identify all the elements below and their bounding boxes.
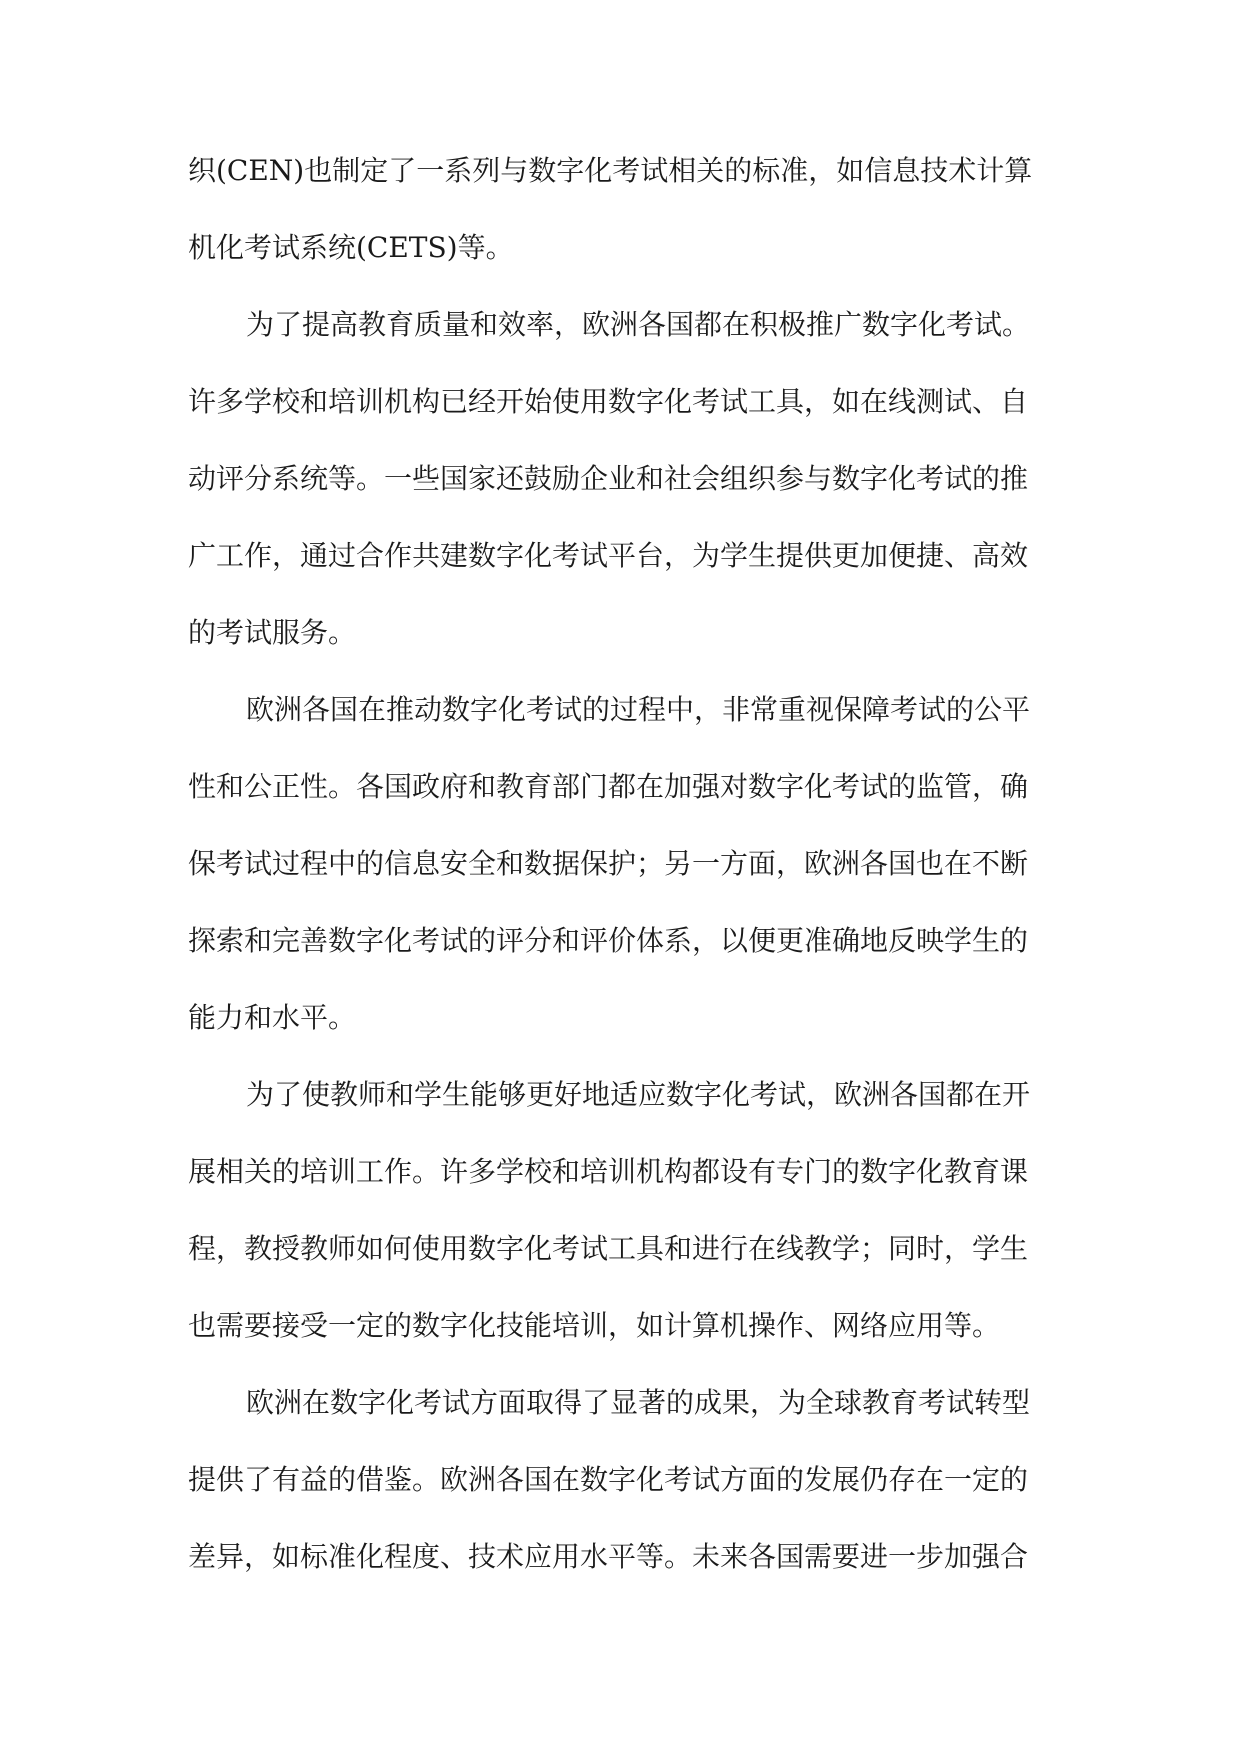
text-line: 能力和水平。 [188, 1001, 357, 1034]
text-line: 探索和完善数字化考试的评分和评价体系，以便更准确地反映学生的 [188, 924, 1029, 957]
text-line: 差异，如标准化程度、技术应用水平等。未来各国需要进一步加强合 [188, 1540, 1029, 1573]
text-line: 提供了有益的借鉴。欧洲各国在数字化考试方面的发展仍存在一定的 [188, 1463, 1029, 1496]
text-line: 也需要接受一定的数字化技能培训，如计算机操作、网络应用等。 [188, 1309, 1001, 1342]
paragraph-start-line: 为了提高教育质量和效率，欧洲各国都在积极推广数字化考试。 [246, 308, 1031, 341]
paragraph-start-line: 欧洲各国在推动数字化考试的过程中，非常重视保障考试的公平 [246, 693, 1031, 726]
text-line: 保考试过程中的信息安全和数据保护；另一方面，欧洲各国也在不断 [188, 847, 1029, 880]
text-line: 许多学校和培训机构已经开始使用数字化考试工具，如在线测试、自 [188, 385, 1029, 418]
text-line: 展相关的培训工作。许多学校和培训机构都设有专门的数字化教育课 [188, 1155, 1029, 1188]
text-line: 动评分系统等。一些国家还鼓励企业和社会组织参与数字化考试的推 [188, 462, 1029, 495]
text-line: 性和公正性。各国政府和教育部门都在加强对数字化考试的监管，确 [188, 770, 1029, 803]
text-line: 织(CEN)也制定了一系列与数字化考试相关的标准，如信息技术计算 [188, 154, 1033, 187]
body-text [188, 142, 1056, 1605]
paragraph-start-line: 欧洲在数字化考试方面取得了显著的成果，为全球教育考试转型 [246, 1386, 1031, 1419]
paragraph-start-line: 为了使教师和学生能够更好地适应数字化考试，欧洲各国都在开 [246, 1078, 1031, 1111]
text-line: 的考试服务。 [188, 616, 357, 649]
text-line: 广工作，通过合作共建数字化考试平台，为学生提供更加便捷、高效 [188, 539, 1029, 572]
text-line: 程，教授教师如何使用数字化考试工具和进行在线教学；同时，学生 [188, 1232, 1029, 1265]
text-line: 机化考试系统(CETS)等。 [188, 231, 514, 264]
